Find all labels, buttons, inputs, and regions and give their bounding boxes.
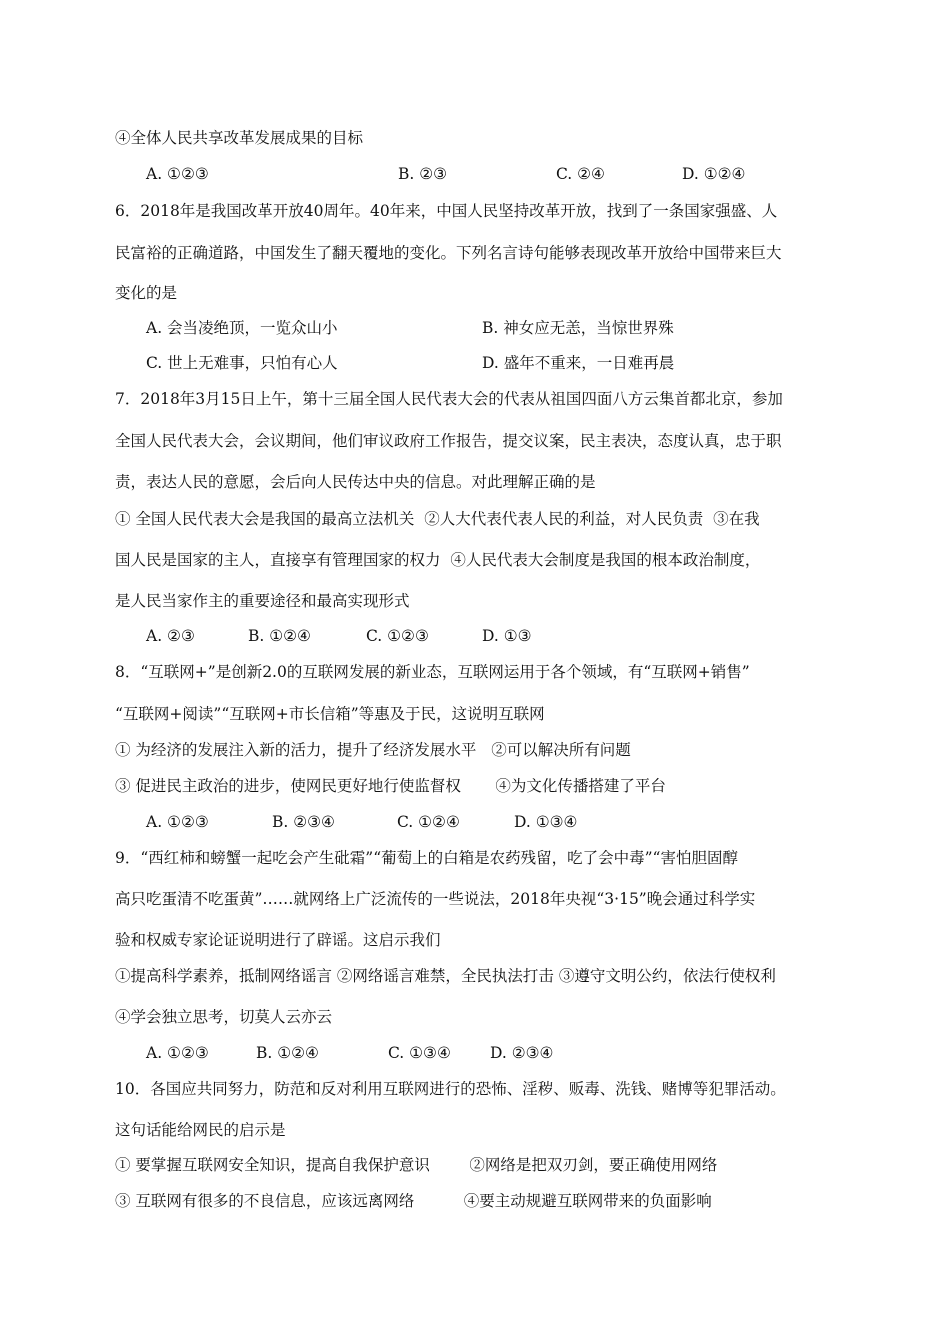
q10-statements-line-2: ③ 互联网有很多的不良信息，应该远离网络 ④要主动规避互联网带来的负面影响: [115, 1192, 712, 1210]
q9-option-a: A. ①②③: [146, 1044, 209, 1062]
q6-option-c: C. 世上无难事，只怕有心人: [146, 354, 338, 372]
q7-option-b: B. ①②④: [248, 627, 311, 645]
q8-option-c: C. ①②④: [397, 813, 460, 831]
q10-stem-line-2: 这句话能给网民的启示是: [115, 1121, 286, 1139]
q6-stem-line-2: 民富裕的正确道路，中国发生了翻天覆地的变化。下列名言诗句能够表现改革开放给中国带来巨大: [115, 244, 782, 262]
q6-option-d: D. 盛年不重来，一日难再晨: [482, 354, 675, 372]
q9-stem-line-2: 高只吃蛋清不吃蛋黄”……就网络上广泛流传的一些说法，2018年央视“3·15”晚会通过科学实: [115, 890, 756, 908]
q5-option-b: B. ②③: [398, 165, 448, 183]
q8-option-a: A. ①②③: [146, 813, 209, 831]
q5-option-c: C. ②④: [556, 165, 605, 183]
q6-stem-line-1: 6．2018年是我国改革开放40周年。40年来，中国人民坚持改革开放，找到了一条国家强盛、人: [115, 202, 778, 220]
q7-statements-line-2: 国人民是国家的主人，直接享有管理国家的权力 ④人民代表大会制度是我国的根本政治制度，: [115, 551, 761, 569]
q9-statements-line-2: ④学会独立思考，切莫人云亦云: [115, 1008, 333, 1026]
q5-option-d: D. ①②④: [682, 165, 746, 183]
q7-option-d: D. ①③: [482, 627, 532, 645]
q9-option-c: C. ①③④: [388, 1044, 451, 1062]
q8-stem-line-1: 8．“互联网+”是创新2.0的互联网发展的新业态，互联网运用于各个领域，有“互联网+销售”: [115, 663, 750, 681]
q8-statements-line-2: ③ 促进民主政治的进步，使网民更好地行使监督权 ④为文化传播搭建了平台: [115, 777, 666, 795]
q7-option-a: A. ②③: [146, 627, 195, 645]
q9-stem-line-1: 9．“西红柿和螃蟹一起吃会产生砒霜”“葡萄上的白箱是农药残留，吃了会中毒”“害怕胆固醇: [115, 849, 738, 867]
q9-statements-line-1: ①提高科学素养，抵制网络谣言 ②网络谣言难禁，全民执法打击 ③遵守文明公约，依法行使权利: [115, 967, 776, 985]
q7-stem-line-1: 7．2018年3月15日上午，第十三届全国人民代表大会的代表从祖国四面八方云集首都北京，参加: [115, 390, 783, 408]
q9-option-b: B. ①②④: [256, 1044, 319, 1062]
q7-statements-line-1: ① 全国人民代表大会是我国的最高立法机关 ②人大代表代表人民的利益，对人民负责 ③在我: [115, 510, 760, 528]
q10-stem-line-1: 10．各国应共同努力，防范和反对利用互联网进行的恐怖、淫秽、贩毒、洗钱、赌博等犯罪活动。: [115, 1080, 786, 1098]
q6-option-a: A. 会当凌绝顶，一览众山小: [146, 319, 338, 337]
q9-stem-line-3: 验和权威专家论证说明进行了辟谣。这启示我们: [115, 931, 441, 949]
q5-option-a: A. ①②③: [146, 165, 209, 183]
q7-statements-line-3: 是人民当家作主的重要途径和最高实现形式: [115, 592, 410, 610]
q5-statement-4: ④全体人民共享改革发展成果的目标: [115, 129, 364, 147]
q8-statements-line-1: ① 为经济的发展注入新的活力，提升了经济发展水平 ②可以解决所有问题: [115, 741, 631, 759]
q8-option-b: B. ②③④: [272, 813, 335, 831]
q9-option-d: D. ②③④: [490, 1044, 554, 1062]
q7-stem-line-2: 全国人民代表大会，会议期间，他们审议政府工作报告，提交议案，民主表决，态度认真，忠于职: [115, 432, 782, 450]
q7-option-c: C. ①②③: [366, 627, 429, 645]
q8-option-d: D. ①③④: [514, 813, 578, 831]
q6-option-b: B. 神女应无恙，当惊世界殊: [482, 319, 674, 337]
q8-stem-line-2: “互联网+阅读”“互联网+市长信箱”等惠及于民，这说明互联网: [115, 705, 545, 723]
q10-statements-line-1: ① 要掌握互联网安全知识，提高自我保护意识 ②网络是把双刃剑，要正确使用网络: [115, 1156, 718, 1174]
q6-stem-line-3: 变化的是: [115, 284, 178, 302]
q7-stem-line-3: 责，表达人民的意愿，会后向人民传达中央的信息。对此理解正确的是: [115, 473, 596, 491]
